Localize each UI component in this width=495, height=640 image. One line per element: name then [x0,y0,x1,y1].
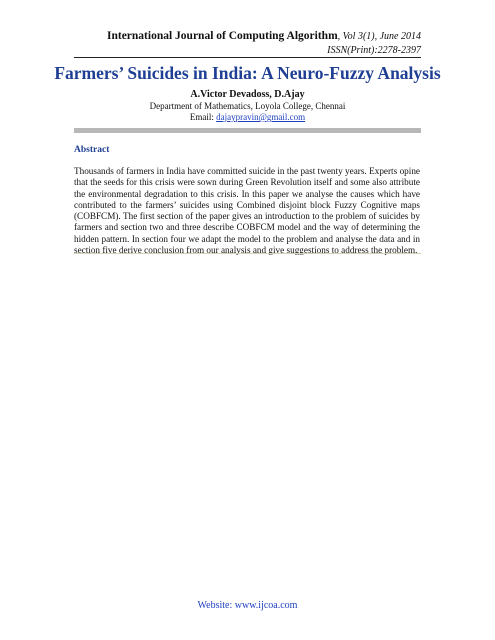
abstract-end-rule [74,253,421,254]
journal-header [107,29,421,58]
footer-website[interactable]: Website: www.ijcoa.com [197,600,298,611]
abstract-heading: Abstract [74,145,110,155]
journal-volume-issue: , Vol 3(1), June 2014 [337,31,421,42]
author-email-line [0,112,495,122]
header-rule [74,57,421,58]
journal-name: International Journal of Computing Algorithm [107,30,338,42]
journal-issn: ISSN(Print):2278-2397 [327,45,421,56]
abstract-body: Thousands of farmers in India have committed suicide in the past twenty years. Experts opine that the seeds for this crisis were sown during Green Revolution itself and some also attribute the environmental degradation to this crisis. In this paper we analyse the causes which have contributed to the farmers’ suicides using Combined disjoint block Fuzzy Cognitive maps (COBFCM). The first section of the paper gives an introduction to the problem of suicides by farmers and section two and three describe COBFCM model and the way of determining the hidden pattern. In section four we adapt the model to the problem and analyse the data and in section five derive conclusion from our analysis and give suggestions to address the problem. [74,166,420,256]
paper-title: Farmers’ Suicides in India: A Neuro-Fuzzy Analysis [54,63,441,83]
author-affiliation: Department of Mathematics, Loyola College, Chennai [149,101,346,111]
section-divider-bar [74,128,421,133]
email-link[interactable]: dajaypravin@gmail.com [216,112,306,122]
paper-authors: A.Victor Devadoss, D.Ajay [190,89,305,100]
email-label: Email: [189,112,217,122]
journal-citation-line [107,29,421,44]
